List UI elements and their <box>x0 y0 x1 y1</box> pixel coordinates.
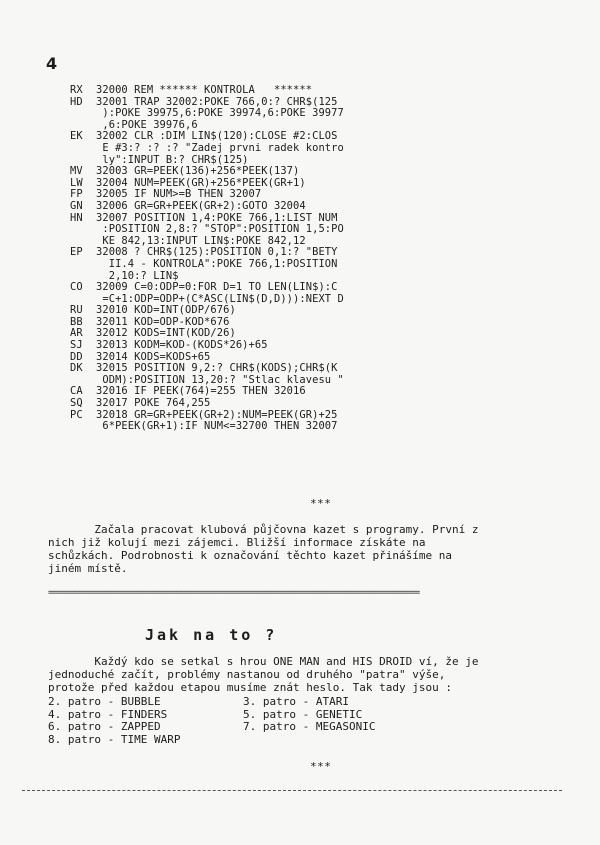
basic-code: 32011 KOD=ODP-KOD*676 <box>96 315 230 328</box>
basic-code: 32007 POSITION 1,4:POKE 766,1:LIST NUM <box>96 211 338 224</box>
checksum-code: RU <box>70 304 83 317</box>
basic-code: 32008 ? CHR$(125):POSITION 0,1:? "BETY <box>96 246 338 259</box>
basic-code: 32000 REM ****** KONTROLA ****** <box>96 84 313 96</box>
listing-line <box>70 421 410 433</box>
basic-code: 32016 IF PEEK(764)=255 THEN 32016 <box>96 385 306 398</box>
listing-line <box>70 85 410 97</box>
basic-code: 32012 KODS=INT(KOD/26) <box>96 327 236 340</box>
checksum-code: SQ <box>70 397 83 410</box>
basic-code: 32002 CLR :DIM LIN$(120):CLOSE #2:CLOS <box>96 130 338 143</box>
basic-code: 32001 TRAP 32002:POKE 766,0:? CHR$(125 <box>96 95 338 108</box>
basic-code: :POSITION 2,8:? "STOP":POSITION 1,5:PO <box>96 223 344 236</box>
basic-code: II.4 - KONTROLA":POKE 766,1:POSITION <box>96 257 338 270</box>
basic-code: ):POKE 39975,6:POKE 39974,6:POKE 39977 <box>96 107 344 120</box>
game-tip-paragraph <box>48 655 478 694</box>
basic-code: 32014 KODS=KODS+65 <box>96 350 211 363</box>
level-entry: 6. patro - ZAPPED <box>48 720 161 733</box>
level-row <box>48 734 375 747</box>
level-entry: 8. patro - TIME WARP <box>48 732 181 746</box>
checksum-code: FP <box>70 188 83 201</box>
level-passwords <box>48 696 375 746</box>
basic-code: 32013 KODM=KOD-(KODS*26)+65 <box>96 339 268 352</box>
basic-code: ODM):POSITION 13,20:? "Stlac klavesu " <box>96 373 344 386</box>
checksum-code: GN <box>70 199 83 212</box>
basic-code: 32003 GR=PEEK(136)+256*PEEK(137) <box>96 165 300 178</box>
paragraph-line: Každý kdo se setkal s hrou ONE MAN and HIS DROID ví, že je <box>48 655 479 668</box>
listing-line <box>70 282 410 294</box>
basic-code: ,6:POKE 39976,6 <box>96 118 198 131</box>
checksum-code: MV <box>70 165 83 178</box>
paragraph-line: schůzkách. Podrobnosti k označování těchto kazet přinášíme na <box>48 549 452 562</box>
paragraph-line: Začala pracovat klubová půjčovna kazet s programy. První z <box>48 523 479 536</box>
listing-line <box>70 398 410 410</box>
basic-code: 32009 C=0:ODP=0:FOR D=1 TO LEN(LIN$):C <box>96 281 338 294</box>
checksum-code: DD <box>70 350 83 363</box>
basic-code: 2,10:? LIN$ <box>96 269 179 282</box>
checksum-code <box>70 143 96 155</box>
checksum-code <box>70 259 96 271</box>
level-entry: 2. patro - BUBBLE <box>48 695 161 708</box>
checksum-code: CA <box>70 385 83 398</box>
section-heading: Jak na to ? <box>145 626 278 644</box>
basic-code: ly":INPUT B:? CHR$(125) <box>96 153 249 166</box>
checksum-code: PC <box>70 408 83 421</box>
checksum-code: DK <box>70 362 83 375</box>
basic-listing <box>70 85 410 433</box>
checksum-code: SJ <box>70 339 83 352</box>
basic-code: 32015 POSITION 9,2:? CHR$(KODS);CHR$(K <box>96 362 338 375</box>
listing-line <box>70 166 410 178</box>
basic-code: KE 842,13:INPUT LIN$:POKE 842,12 <box>96 234 306 247</box>
checksum-code: BB <box>70 315 83 328</box>
section-separator: *** <box>310 497 332 510</box>
bottom-dashed-line <box>22 790 562 791</box>
basic-code: 32006 GR=GR+PEEK(GR+2):GOTO 32004 <box>96 199 306 212</box>
checksum-code: EK <box>70 130 83 143</box>
basic-code: 6*PEEK(GR+1):IF NUM<=32700 THEN 32007 <box>96 420 338 433</box>
paragraph-line: jednoduché začít, problémy nastanou od druhého "patra" výše, <box>48 668 446 681</box>
listing-line <box>70 259 410 271</box>
basic-code: =C+1:ODP=ODP+(C*ASC(LIN$(D,D))):NEXT D <box>96 292 344 305</box>
checksum-code <box>70 108 96 120</box>
checksum-code: EP <box>70 246 83 259</box>
listing-line <box>70 143 410 155</box>
checksum-code: HN <box>70 211 83 224</box>
library-announcement <box>48 523 478 575</box>
checksum-code: LW <box>70 176 83 189</box>
section-separator-end: *** <box>310 760 332 773</box>
listing-line <box>70 224 410 236</box>
basic-code: 32018 GR=GR+PEEK(GR+2):NUM=PEEK(GR)+25 <box>96 408 338 421</box>
level-entry: 3. patro - ATARI <box>243 695 349 708</box>
checksum-code <box>70 421 96 433</box>
listing-line <box>70 201 410 213</box>
basic-code: 32010 KOD=INT(ODP/676) <box>96 304 236 317</box>
listing-line <box>70 340 410 352</box>
level-row <box>48 696 375 709</box>
checksum-code: AR <box>70 327 83 340</box>
level-entry: 5. patro - GENETIC <box>243 707 363 721</box>
page-number: 4 <box>46 54 58 73</box>
paragraph-line: jiném místě. <box>48 562 128 575</box>
checksum-code: RX <box>70 84 83 96</box>
double-rule: ==================================================================================== <box>48 588 420 598</box>
level-row <box>48 721 375 734</box>
basic-code: 32017 POKE 764,255 <box>96 397 211 410</box>
level-entry: 4. patro - FINDERS <box>48 707 168 721</box>
basic-code: 32005 IF NUM>=B THEN 32007 <box>96 188 262 201</box>
paragraph-line: nich již kolují mezi zájemci. Bližší informace získáte na <box>48 536 426 549</box>
checksum-code <box>70 224 96 236</box>
basic-code: 32004 NUM=PEEK(GR)+256*PEEK(GR+1) <box>96 176 306 189</box>
level-entry: 7. patro - MEGASONIC <box>243 720 376 733</box>
paragraph-line: protože před každou etapou musíme znát heslo. Tak tady jsou : <box>48 681 452 694</box>
checksum-code: HD <box>70 95 83 108</box>
checksum-code: CO <box>70 281 83 294</box>
basic-code: E #3:? :? :? "Zadej prvni radek kontro <box>96 141 344 154</box>
